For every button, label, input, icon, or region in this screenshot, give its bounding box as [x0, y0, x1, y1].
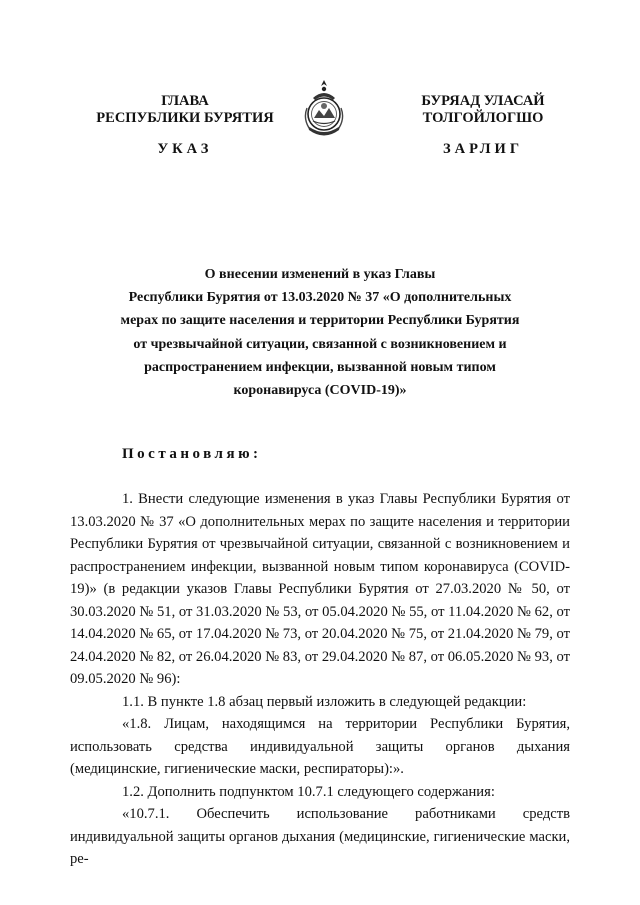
- header-right-line2: ТОЛГОЙЛОГШО: [422, 110, 544, 126]
- title-line: коронавируса (COVID-19)»: [233, 383, 407, 399]
- header-left-line2: РЕСПУБЛИКИ БУРЯТИЯ: [96, 110, 274, 126]
- document-body: [70, 488, 570, 871]
- title-line: распространением инфекции, вызванной новым типом: [144, 359, 496, 375]
- decree-word: Постановляю:: [122, 446, 262, 462]
- title-line: мерах по защите населения и территории Республики Бурятия: [120, 313, 520, 329]
- paragraph: «10.7.1. Обеспечить использование работниками средств индивидуальной защиты органов дыхания (медицинские, гигиенические маски, ре-: [70, 806, 570, 867]
- header-left-type: УКАЗ: [157, 141, 213, 157]
- paragraph: 1. Внести следующие изменения в указ Главы Республики Бурятия от 13.03.2020 № 37 «О дополнительных мерах по защите населения и территории Республики Бурятия от чрезвычайной ситуации, связанной с возникновением и распространением инфекции, вызванной новым типом коронавируса (COVID-19)» (в редакции указов Главы Республики Бурятия от 27.03.2020 № 50, от 30.03.2020 № 51, от 31.03.2020 № 53, от 05.04.2020 № 55, от 11.04.2020 № 62, от 14.04.2020 № 65, от 17.04.2020 № 73, от 20.04.2020 № 75, от 21.04.2020 № 79, от 24.04.2020 № 82, от 26.04.2020 № 83, от 29.04.2020 № 87, от 06.05.2020 № 93, от 09.05.2020 № 96):: [70, 491, 571, 687]
- paragraph: «1.8. Лицам, находящимся на территории Республики Бурятия, использовать средства индивидуальной защиты органов дыхания (медицинские, гигиенические маски, респираторы):».: [70, 716, 570, 777]
- title-line: О внесении изменений в указ Главы: [204, 267, 436, 282]
- paragraph: 1.2. Дополнить подпунктом 10.7.1 следующего содержания:: [122, 783, 495, 800]
- title-line: от чрезвычайной ситуации, связанной с возникновением и: [133, 336, 507, 352]
- header-right: [378, 93, 588, 127]
- paragraph: 1.1. В пункте 1.8 абзац первый изложить в следующей редакции:: [122, 693, 527, 710]
- header-right-type: ЗАРЛИГ: [442, 141, 524, 157]
- header-left-line1: ГЛАВА: [161, 93, 209, 109]
- coat-of-arms-icon: [299, 78, 349, 144]
- header-right-line1: БУРЯАД УЛАСАЙ: [421, 93, 545, 109]
- title-line: Республики Бурятия от 13.03.2020 № 37 «О дополнительных: [128, 290, 512, 306]
- decree-title: [100, 263, 540, 402]
- header-left: [80, 93, 290, 127]
